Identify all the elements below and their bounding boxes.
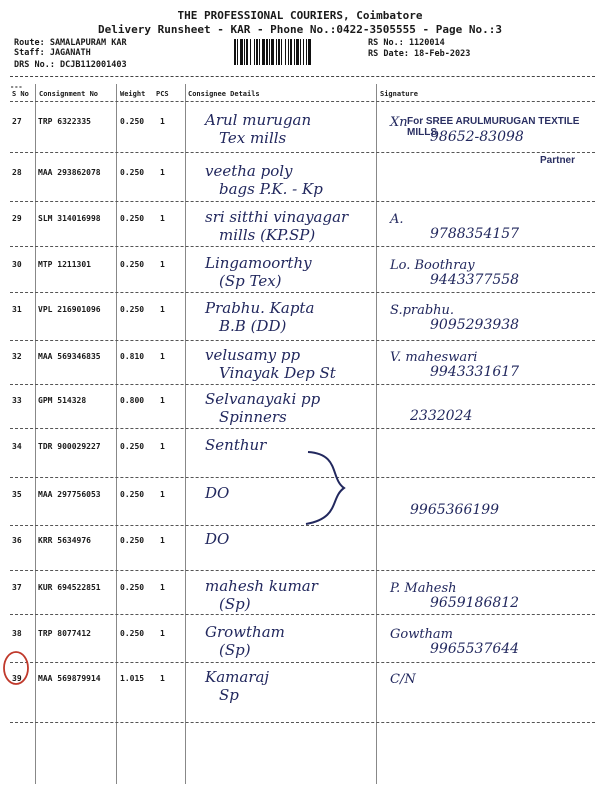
row-pcs: 1 <box>160 352 165 361</box>
row-consignee-line: Arul murugan <box>205 111 312 129</box>
row-sno: 38 <box>12 629 22 638</box>
header-divider <box>10 76 595 77</box>
row-phone: 9443377558 <box>430 272 520 288</box>
row-divider <box>10 428 595 429</box>
barcode-bar <box>262 39 265 65</box>
barcode-bar <box>250 39 251 65</box>
row-weight: 0.250 <box>120 214 145 223</box>
col-consignment: Consignment No <box>39 90 99 98</box>
row-weight: 0.250 <box>120 117 145 126</box>
row-consignee-line: Lingamoorthy <box>205 254 312 272</box>
row-consignment-no: MAA 293862078 <box>38 168 101 177</box>
row-sno: 32 <box>12 352 22 361</box>
row-phone: 98652-83098 <box>430 129 524 145</box>
row-sno: 34 <box>12 442 22 451</box>
row-phone: 9095293938 <box>430 317 520 333</box>
row-divider <box>10 292 595 293</box>
row-consignment-no: TDR 900029227 <box>38 442 101 451</box>
barcode-bar <box>303 39 304 65</box>
barcode-bar <box>266 39 268 65</box>
barcode-bar <box>269 39 270 65</box>
row-consignee-line: velusamy pp <box>205 346 301 364</box>
col-weight: Weight <box>120 90 146 98</box>
barcode-bar <box>278 39 280 65</box>
rs-number: RS No.: 1120014 <box>368 38 445 48</box>
row-sno: 29 <box>12 214 22 223</box>
barcode-bar <box>288 39 289 65</box>
row-divider <box>10 340 595 341</box>
row-divider <box>10 384 595 385</box>
rs-date: RS Date: 18-Feb-2023 <box>368 49 471 59</box>
column-rule <box>185 84 186 784</box>
row-weight: 0.250 <box>120 629 145 638</box>
row-consignee-line: Tex mills <box>219 129 287 147</box>
row-phone: 2332024 <box>410 408 473 424</box>
row-phone: 9965366199 <box>410 502 500 518</box>
row-sno: 27 <box>12 117 22 126</box>
company-stamp-text: For SREE ARULMURUGAN TEXTILE MILLS <box>407 116 580 138</box>
row-signature: P. Mahesh <box>390 581 457 596</box>
barcode-bar <box>290 39 292 65</box>
brace-mark <box>300 448 360 528</box>
row-pcs: 1 <box>160 674 165 683</box>
row-pcs: 1 <box>160 168 165 177</box>
barcode-bar <box>308 39 311 65</box>
row-divider <box>10 662 595 663</box>
circle-mark <box>2 648 32 688</box>
barcode-bar <box>271 39 274 65</box>
row-consignee-line: B.B (DD) <box>219 317 287 335</box>
row-pcs: 1 <box>160 490 165 499</box>
col-sno: S No <box>12 90 29 98</box>
row-phone: 9965537644 <box>430 641 520 657</box>
row-divider <box>10 246 595 247</box>
row-pcs: 1 <box>160 536 165 545</box>
row-pcs: 1 <box>160 117 165 126</box>
row-weight: 0.250 <box>120 168 145 177</box>
row-pcs: 1 <box>160 629 165 638</box>
row-consignee-line: bags P.K. - Kp <box>219 180 323 198</box>
row-signature: A. <box>390 212 404 227</box>
row-consignee-line: Selvanayaki pp <box>205 390 321 408</box>
row-consignee-line: Senthur <box>205 436 267 454</box>
row-weight: 0.810 <box>120 352 145 361</box>
row-consignee-line: (Sp) <box>219 595 251 613</box>
col-pcs: PCS <box>156 90 169 98</box>
row-divider <box>10 101 595 102</box>
row-pcs: 1 <box>160 214 165 223</box>
row-consignee-line: Spinners <box>219 408 287 426</box>
barcode-bar <box>281 39 282 65</box>
row-consignee-line: Vinayak Dep St <box>219 364 336 382</box>
row-consignment-no: KUR 694522851 <box>38 583 101 592</box>
row-phone: 9659186812 <box>430 595 520 611</box>
runsheet-subtitle: Delivery Runsheet - KAR - Phone No.:0422-3505555 - Page No.:3 <box>98 23 502 36</box>
column-rule <box>35 84 36 784</box>
row-consignee-line: Growtham <box>205 623 285 641</box>
row-consignee-line: DO <box>205 530 230 548</box>
row-consignee-line: Kamaraj <box>205 668 270 686</box>
col-consignee: Consignee Details <box>188 90 260 98</box>
row-consignee-line: DO <box>205 484 230 502</box>
row-signature: Lo. Boothray <box>390 258 475 273</box>
row-divider <box>10 570 595 571</box>
row-divider <box>10 152 595 153</box>
barcode-bar <box>237 39 238 65</box>
barcode-bar <box>300 39 301 65</box>
staff-label: Staff: JAGANATH <box>14 48 91 58</box>
row-weight: 0.250 <box>120 490 145 499</box>
row-sno: 36 <box>12 536 22 545</box>
row-consignee-line: Prabhu. Kapta <box>205 299 315 317</box>
row-consignment-no: VPL 216901096 <box>38 305 101 314</box>
col-signature: Signature <box>380 90 418 98</box>
barcode-bar <box>285 39 286 65</box>
barcode-bar <box>259 39 260 65</box>
row-weight: 0.250 <box>120 442 145 451</box>
row-pcs: 1 <box>160 442 165 451</box>
row-signature: Xn <box>390 115 408 130</box>
row-consignment-no: MAA 297756053 <box>38 490 101 499</box>
row-sno: 31 <box>12 305 22 314</box>
row-consignee-line: (Sp Tex) <box>219 272 282 290</box>
row-pcs: 1 <box>160 260 165 269</box>
row-consignee-line: veetha poly <box>205 162 293 180</box>
barcode-image <box>234 39 362 65</box>
barcode-bar <box>306 39 307 65</box>
row-divider <box>10 722 595 723</box>
row-consignee-line: (Sp) <box>219 641 251 659</box>
row-sno: 37 <box>12 583 22 592</box>
row-divider <box>10 614 595 615</box>
row-consignment-no: TRP 6322335 <box>38 117 91 126</box>
row-divider <box>10 201 595 202</box>
barcode-bar <box>244 39 245 65</box>
row-consignment-no: MTP 1211301 <box>38 260 91 269</box>
header-dashes: --- <box>10 83 23 91</box>
route-label: Route: SAMALAPURAM KAR <box>14 38 127 48</box>
row-signature: V. maheswari <box>390 350 478 365</box>
row-signature: Gowtham <box>390 627 454 642</box>
row-pcs: 1 <box>160 305 165 314</box>
barcode-bar <box>240 39 243 65</box>
row-weight: 1.015 <box>120 674 145 683</box>
barcode-bar <box>254 39 255 65</box>
row-consignment-no: KRR 5634976 <box>38 536 91 545</box>
barcode-bar <box>234 39 236 65</box>
row-sno: 35 <box>12 490 22 499</box>
row-sno: 28 <box>12 168 22 177</box>
barcode-bar <box>294 39 295 65</box>
row-consignment-no: MAA 569346835 <box>38 352 101 361</box>
barcode-bar <box>276 39 277 65</box>
row-weight: 0.800 <box>120 396 145 405</box>
row-pcs: 1 <box>160 583 165 592</box>
row-pcs: 1 <box>160 396 165 405</box>
row-consignee-line: sri sitthi vinayagar <box>205 208 349 226</box>
row-signature: S.prabhu. <box>390 303 455 318</box>
row-signature: C/N <box>390 672 416 687</box>
column-rule <box>116 84 117 784</box>
row-weight: 0.250 <box>120 536 145 545</box>
row-consignee-line: mills (KP.SP) <box>219 226 316 244</box>
row-consignment-no: SLM 314016998 <box>38 214 101 223</box>
row-sno: 39 <box>12 674 22 683</box>
barcode-bar <box>296 39 299 65</box>
row-weight: 0.250 <box>120 583 145 592</box>
row-phone: 9788354157 <box>430 226 520 242</box>
row-weight: 0.250 <box>120 260 145 269</box>
column-rule <box>376 84 377 784</box>
row-consignment-no: MAA 569879914 <box>38 674 101 683</box>
row-sno: 33 <box>12 396 22 405</box>
barcode-bar <box>256 39 258 65</box>
drs-number: DRS No.: DCJB112001403 <box>14 60 127 70</box>
row-consignee-line: mahesh kumar <box>205 577 318 595</box>
row-consignment-no: GPM 514328 <box>38 396 87 405</box>
row-consignee-line: Sp <box>219 686 239 704</box>
row-phone: 9943331617 <box>430 364 520 380</box>
runsheet-title: THE PROFESSIONAL COURIERS, Coimbatore <box>177 9 423 22</box>
row-weight: 0.250 <box>120 305 145 314</box>
barcode-bar <box>246 39 248 65</box>
row-sno: 30 <box>12 260 22 269</box>
row-consignment-no: TRP 8077412 <box>38 629 91 638</box>
stamp-partner-text: Partner <box>540 155 576 166</box>
